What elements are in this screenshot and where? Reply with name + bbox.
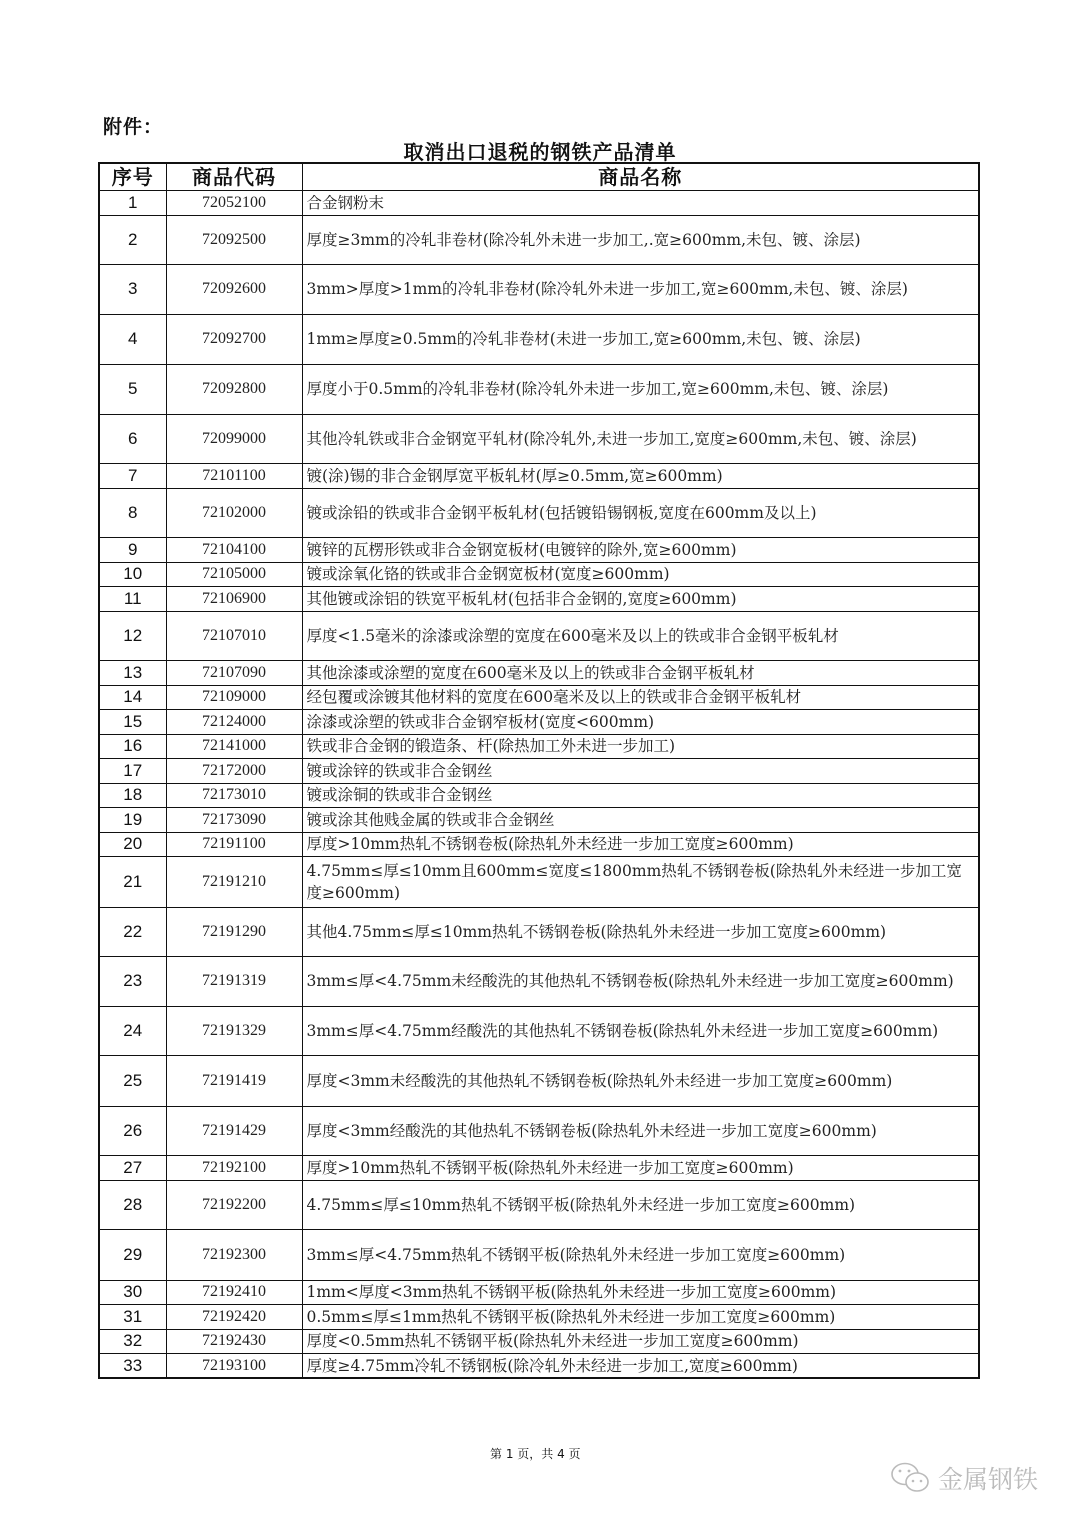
row-number: 6 [99,414,166,464]
product-name: 镀或涂铜的铁或非合金钢丝 [302,783,979,808]
product-code: 72192200 [166,1180,302,1230]
table-row [99,1180,979,1230]
table-row [99,734,979,759]
row-number: 2 [99,215,166,265]
product-code: 72101100 [166,464,302,489]
product-name: 其他镀或涂铝的铁宽平板轧材(包括非合金钢的,宽度≥600mm) [302,587,979,612]
page-indicator: 第 1 页，共 4 页 [490,1447,581,1461]
product-name: 合金钢粉末 [302,191,979,216]
product-name: 镀或涂铅的铁或非合金钢平板轧材(包括镀铅锡钢板,宽度在600mm及以上) [302,488,979,538]
product-code: 72172000 [166,759,302,784]
table-row [99,1280,979,1305]
table-row [99,1106,979,1156]
row-number: 22 [99,907,166,957]
product-code: 72092800 [166,365,302,415]
product-name: 3mm≤厚<4.75mm未经酸洗的其他热轧不锈钢卷板(除热轧外未经进一步加工宽度≥600mm) [302,957,979,1007]
column-header-code: 商品代码 [166,163,302,191]
table-row [99,365,979,415]
column-header-no: 序号 [99,163,166,191]
table-row [99,832,979,857]
product-name: 其他4.75mm≤厚≤10mm热轧不锈钢卷板(除热轧外未经进一步加工宽度≥600mm) [302,907,979,957]
table-row [99,265,979,315]
product-code: 72107010 [166,611,302,661]
row-number: 19 [99,808,166,833]
product-name: 涂漆或涂塑的铁或非合金钢窄板材(宽度<600mm) [302,710,979,735]
product-name: 0.5mm≤厚≤1mm热轧不锈钢平板(除热轧外未经进一步加工宽度≥600mm) [302,1305,979,1330]
product-name: 镀或涂锌的铁或非合金钢丝 [302,759,979,784]
product-code: 72193100 [166,1354,302,1379]
product-name: 厚度<3mm经酸洗的其他热轧不锈钢卷板(除热轧外未经进一步加工宽度≥600mm) [302,1106,979,1156]
product-code: 72191210 [166,857,302,908]
product-code: 72191329 [166,1006,302,1056]
table-row [99,1156,979,1181]
table-row [99,661,979,686]
table-row [99,907,979,957]
row-number: 31 [99,1305,166,1330]
product-code: 72099000 [166,414,302,464]
product-code: 72107090 [166,661,302,686]
table-row [99,1230,979,1281]
product-code: 72192300 [166,1230,302,1281]
product-code: 72173010 [166,783,302,808]
product-code: 72105000 [166,562,302,587]
product-code: 72124000 [166,710,302,735]
product-code: 72191319 [166,957,302,1007]
table-row [99,215,979,265]
product-name: 4.75mm≤厚≤10mm热轧不锈钢平板(除热轧外未经进一步加工宽度≥600mm) [302,1180,979,1230]
table-row [99,587,979,612]
table-row [99,1305,979,1330]
row-number: 24 [99,1006,166,1056]
product-code: 72052100 [166,191,302,216]
row-number: 14 [99,685,166,710]
product-name: 厚度>10mm热轧不锈钢平板(除热轧外未经进一步加工宽度≥600mm) [302,1156,979,1181]
table-row [99,685,979,710]
product-code: 72106900 [166,587,302,612]
row-number: 16 [99,734,166,759]
product-code: 72191419 [166,1056,302,1107]
column-header-name: 商品名称 [302,163,979,191]
product-name: 厚度>10mm热轧不锈钢卷板(除热轧外未经进一步加工宽度≥600mm) [302,832,979,857]
row-number: 28 [99,1180,166,1230]
table-row [99,611,979,661]
product-code: 72192420 [166,1305,302,1330]
product-name: 1mm<厚度<3mm热轧不锈钢平板(除热轧外未经进一步加工宽度≥600mm) [302,1280,979,1305]
product-code: 72192100 [166,1156,302,1181]
row-number: 12 [99,611,166,661]
row-number: 10 [99,562,166,587]
table-row [99,857,979,908]
row-number: 33 [99,1354,166,1379]
document-title: 取消出口退税的钢铁产品清单 [403,140,677,164]
row-number: 18 [99,783,166,808]
product-name: 厚度<1.5毫米的涂漆或涂塑的宽度在600毫米及以上的铁或非合金钢平板轧材 [302,611,979,661]
product-name: 厚度小于0.5mm的冷轧非卷材(除冷轧外未进一步加工,宽≥600mm,未包、镀、涂层) [302,365,979,415]
row-number: 11 [99,587,166,612]
row-number: 9 [99,538,166,563]
product-name: 镀或涂其他贱金属的铁或非合金钢丝 [302,808,979,833]
product-code: 72192410 [166,1280,302,1305]
product-code: 72191429 [166,1106,302,1156]
product-name: 其他涂漆或涂塑的宽度在600毫米及以上的铁或非合金钢平板轧材 [302,661,979,686]
row-number: 26 [99,1106,166,1156]
product-code: 72192430 [166,1329,302,1354]
wechat-icon [890,1460,932,1496]
product-code: 72102000 [166,488,302,538]
row-number: 29 [99,1230,166,1281]
row-number: 17 [99,759,166,784]
table-row [99,562,979,587]
table-row [99,957,979,1007]
product-code: 72092700 [166,314,302,365]
row-number: 30 [99,1280,166,1305]
product-name: 厚度<0.5mm热轧不锈钢平板(除热轧外未经进一步加工宽度≥600mm) [302,1329,979,1354]
product-name: 4.75mm≤厚≤10mm且600mm≤宽度≤1800mm热轧不锈钢卷板(除热轧外未经进一步加工宽度≥600mm) [302,857,979,908]
row-number: 8 [99,488,166,538]
product-code: 72191100 [166,832,302,857]
row-number: 25 [99,1056,166,1107]
attachment-label: 附件： [103,116,164,138]
row-number: 13 [99,661,166,686]
row-number: 4 [99,314,166,365]
row-number: 23 [99,957,166,1007]
table-row [99,710,979,735]
table-row [99,759,979,784]
table-row [99,414,979,464]
row-number: 5 [99,365,166,415]
product-code: 72109000 [166,685,302,710]
row-number: 15 [99,710,166,735]
row-number: 20 [99,832,166,857]
row-number: 3 [99,265,166,315]
row-number: 21 [99,857,166,908]
table-row [99,1329,979,1354]
product-name: 经包覆或涂镀其他材料的宽度在600毫米及以上的铁或非合金钢平板轧材 [302,685,979,710]
product-code: 72092500 [166,215,302,265]
product-code: 72092600 [166,265,302,315]
product-list-table [98,162,980,1379]
table-row [99,1354,979,1379]
row-number: 27 [99,1156,166,1181]
product-name: 镀锌的瓦楞形铁或非合金钢宽板材(电镀锌的除外,宽≥600mm) [302,538,979,563]
table-row [99,808,979,833]
table-row [99,538,979,563]
watermark-text: 金属钢铁 [938,1465,1039,1494]
product-name: 厚度≥3mm的冷轧非卷材(除冷轧外未进一步加工,.宽≥600mm,未包、镀、涂层) [302,215,979,265]
product-name: 厚度<3mm未经酸洗的其他热轧不锈钢卷板(除热轧外未经进一步加工宽度≥600mm) [302,1056,979,1107]
row-number: 32 [99,1329,166,1354]
product-code: 72104100 [166,538,302,563]
table-row [99,488,979,538]
table-row [99,314,979,365]
product-name: 3mm≤厚<4.75mm热轧不锈钢平板(除热轧外未经进一步加工宽度≥600mm) [302,1230,979,1281]
product-code: 72191290 [166,907,302,957]
product-name: 1mm≥厚度≥0.5mm的冷轧非卷材(未进一步加工,宽≥600mm,未包、镀、涂层) [302,314,979,365]
table-row [99,464,979,489]
product-name: 厚度≥4.75mm冷轧不锈钢板(除冷轧外未经进一步加工,宽度≥600mm) [302,1354,979,1379]
table-row [99,1056,979,1107]
row-number: 7 [99,464,166,489]
product-name: 镀或涂氧化铬的铁或非合金钢宽板材(宽度≥600mm) [302,562,979,587]
row-number: 1 [99,191,166,216]
watermark [890,1460,1038,1496]
table-row [99,191,979,216]
product-name: 3mm≤厚<4.75mm经酸洗的其他热轧不锈钢卷板(除热轧外未经进一步加工宽度≥600mm) [302,1006,979,1056]
table-row [99,783,979,808]
table-header-row [99,163,979,191]
product-code: 72173090 [166,808,302,833]
product-code: 72141000 [166,734,302,759]
product-name: 铁或非合金钢的锻造条、杆(除热加工外未进一步加工) [302,734,979,759]
product-name: 3mm>厚度>1mm的冷轧非卷材(除冷轧外未进一步加工,宽≥600mm,未包、镀、涂层) [302,265,979,315]
table-row [99,1006,979,1056]
product-name: 其他冷轧铁或非合金钢宽平轧材(除冷轧外,未进一步加工,宽度≥600mm,未包、镀、涂层) [302,414,979,464]
product-name: 镀(涂)锡的非合金钢厚宽平板轧材(厚≥0.5mm,宽≥600mm) [302,464,979,489]
